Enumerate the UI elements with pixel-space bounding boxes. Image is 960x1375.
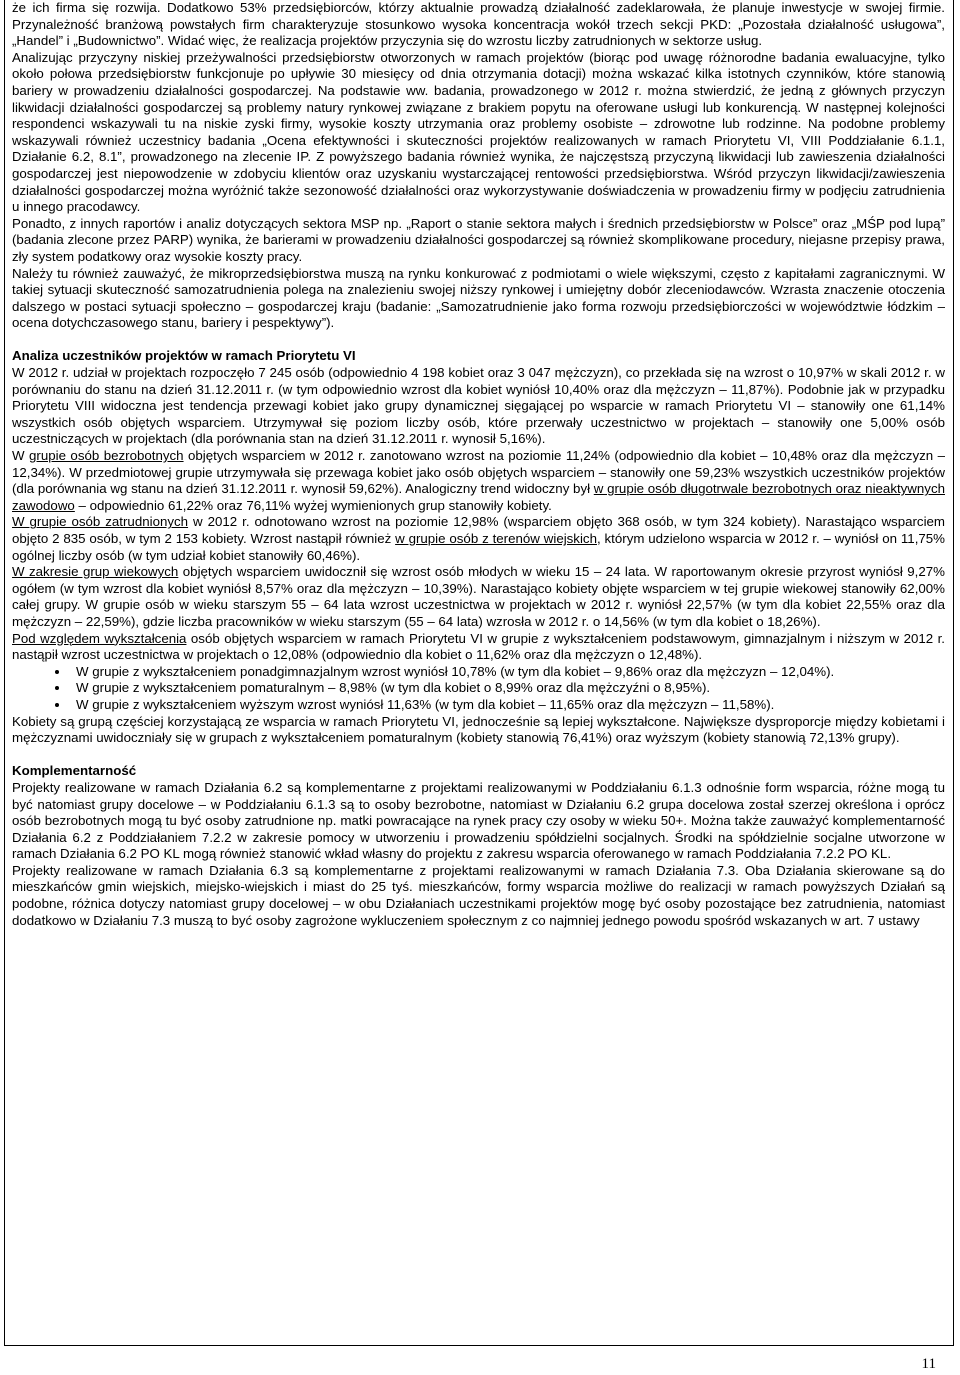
section-heading-complementarity: Komplementarność [12,763,137,779]
document-body [12,0,945,929]
list-item: • W grupie z wykształceniem wyższym wzrost wyniósł 11,63% (w tym dla kobiet – 11,65% oraz dla mężczyzn – 11,58%). [70,697,945,714]
spacer [12,747,945,764]
paragraph-unemployed [12,448,945,514]
underlined-phrase: W grupie osób zatrudnionych [12,514,189,530]
paragraph-msp-reports: Ponadto, z innych raportów i analiz dotyczących sektora MSP np. „Raport o stanie sektora małych i średnich przedsiębiorstw w Polsce” oraz „MŚP pod lupą” (badania zlecone przez PARP) wynika, że barierami w prowadzeniu działalności gospodarczej są również skomplikowane procedury, niejasne przepisy prawa, zły system podatkowy oraz wysokie koszty pracy. [12,215,945,264]
section-heading-participants: Analiza uczestników projektów w ramach Priorytetu VI [12,348,356,364]
list-item: • W grupie z wykształceniem pomaturalnym – 8,98% (w tym dla kobiet o 8,99% oraz dla mężczyźni o 8,95%). [70,680,945,697]
underlined-phrase: Pod względem wykształcenia [12,630,187,646]
paragraph-firm-growth: że ich firma się rozwija. Dodatkowo 53% przedsiębiorców, którzy aktualnie prowadzą działalność zadeklarowała, że planuje inwestycje w swojej firmie. Przynależność branżową powstałych firm charakteryzuje stosunkowo wysoka koncentracja wokół trzech sekcji PKD: „Pozostała działalność usługowa”, „Handel” i „Budownictwo”. Widać więc, że realizacja projektów przyczynia się do wzrostu liczby zatrudnionych w sektorze usług. [12,0,945,49]
text-run: osób objętych wsparciem w ramach Priorytetu VI w grupie z wykształceniem podstawowym, gimnazjalnym i niższym w 2012 r. nastąpił wzrost uczestnictwa w projektach o 12,08% (odpowiednio dla kobiet o 11,62% oraz dla mężczyzn o 12,48%). [12,630,945,663]
paragraph-action-6-3: Projekty realizowane w ramach Działania 6.3 są komplementarne z projektami realizowanymi w ramach Działania 7.3. Oba Działania skierowane są do mieszkańców gmin wiejskich, miejsko-wiejskich i miast do 25 tyś. mieszkańców, formy wsparcia możliwe do realizacji w ramach powyższych Działań są podobne, różnica dotyczy natomiast grupy docelowej – w obu Działaniach uczestnikami projektów mogę być osoby pozostające bez zatrudnienia, natomiast dodatkowo w Działaniu 7.3 muszą to być osoby zagrożone wykluczeniem społecznym z co najmniej jednego powodu spośród wskazanych w art. 7 ustawy [12,862,945,928]
underlined-phrase: grupie osób bezrobotnych [29,448,184,464]
spacer [12,332,945,349]
paragraph-employed [12,514,945,564]
text-run: objętych wsparciem uwidocznił się wzrost osób młodych w wieku 15 – 24 lata. W raportowanym okresie przyrost wyniósł 9,27% ogółem (w tym wzrost dla kobiet wyniósł 8,57% oraz dla mężczyzn – 10,39%). Narastająco kobiety objęte wsparciem w tej grupie wiekowej stanowiły 62,00% całej grupy. W grupie osób w wieku starszym 55 – 64 lata wzrost uczestnictwa w projektach w 2012 r. wyniósł 22,57% (w tym dla kobiet 22,55% oraz dla mężczyzn – 22,59%), gdzie liczba pracowników w wieku starszym (55 – 64 lata) wzrosła w 2012 r. o 14,56% (w tym dla kobiet o 18,26%). [12,564,945,629]
paragraph-microenterprises: Należy tu również zauważyć, że mikroprzedsiębiorstwa muszą na rynku konkurować z podmiotami o wiele większymi, często z kapitałami zagranicznymi. W takiej sytuacji skuteczność samozatrudnienia polega na znalezieniu swojej niższy rynkowej i umiejętny dobór zleceniodawców. Wzrasta znaczenie otoczenia dalszego w postaci sytuacji społeczno – gospodarczej kraju (badanie: „Samozatrudnienie jako forma rozwoju przedsiębiorczości w województwie łódzkim – ocena dotychczasowego stanu, bariery i pespektywy”). [12,265,945,331]
text-run: , którym udzielono wsparcia w 2012 r. – wyniósł on 11,75% ogólnej liczby osób (w tym udział kobiet stanowiły 60,46%). [12,531,946,563]
page-number: 11 [921,1356,936,1372]
text-run: – odpowiednio 61,22% oraz 76,11% wyżej wymienionych grup stanowiły kobiety. [74,497,552,513]
paragraph-action-6-2: Projekty realizowane w ramach Działania 6.2 są komplementarne z projektami realizowanymi w Poddziałaniu 6.1.3 odnośnie form wsparcia, różne mogą tu być natomiast grupy docelowe – w Poddziałaniu 6.1.3 są to osoby bezrobotne, natomiast w Działaniu 6.2 grupa docelowa został szerzej określona i oprócz osób bezrobotnych mogą tu być osoby zatrudnione np. matki powracające na rynek pracy czy osoby w wieku 50+. Można także zauważyć komplementarność Działania 6.2 z Poddziałaniem 7.2.2 w zakresie pomocy w utworzeniu i prowadzeniu spółdzielni socjalnych. Środki na spółdzielnie socjalne utworzone w ramach Działania 6.2 PO KL mogą również stanowić wkład własny do projektu z zakresu wsparcia oferowanego w ramach Poddziałania 7.2.2 PO KL. [12,779,945,862]
text-run: W [12,448,30,464]
list-item: • W grupie z wykształceniem ponadgimnazjalnym wzrost wyniósł 10,78% (w tym dla kobiet – 9,86% oraz dla mężczyzn – 12,04%). [70,664,945,681]
underlined-phrase: W zakresie grup wiekowych [12,564,179,580]
paragraph-participants-2012: W 2012 r. udział w projektach rozpoczęło 7 245 osób (odpowiednio 4 198 kobiet oraz 3 047 mężczyzn), co przekłada się na wzrost o 10,97% w skali 2012 r. w porównaniu do stanu na dzień 31.12.2011 r. (w tym odpowiednio wzrost dla kobiet wyniósł 10,40% oraz dla mężczyzn – 11,87%). Podobnie jak w przypadku Priorytetu VIII widoczna jest tendencja przewagi kobiet jako grupy dynamicznej sięgającej po wsparcie w ramach Priorytetu VI – stanowiły one 61,14% wszystkich osób objętych wsparciem. Utrzymywał się poziom liczby osób, które przerwały uczestnictwo w projektach – stanowiły one 5,00% osób uczestniczących w projektach (dla porównania stan na dzień 31.12.2011 r. wynosił 5,16%). [12,365,945,447]
paragraph-survival-causes: Analizując przyczyny niskiej przeżywalności przedsiębiorstw otworzonych w ramach projektów (biorąc pod uwagę różnorodne badania ewaluacyjne, tylko około połowa przedsiębiorstw funkcjonuje po upływie 30 miesięcy od dnia otrzymania dotacji) można wskazać kilka istotnych czynników, które stanowią bariery w prowadzeniu działalności gospodarczej. Na podstawie ww. badania, prowadzonego w 2012 r. można stwierdzić, że jedną z głównych przyczyn likwidacji działalności gospodarczej są problemy natury rynkowej związane z brakiem popytu na oferowane usługi lub konkurencją. W następnej kolejności respondenci wskazywali tu na niskie zyski firmy, wysokie koszty utrzymania oraz problemy osobiste – zdrowotne lub rodzinne. Na podobne problemy wskazywali również uczestnicy badania „Ocena efektywności i skuteczności projektów realizowanych w ramach Priorytetu VI, VIII Poddziałanie 6.1.1, Działanie 6.2, 8.1”, prowadzonego na zlecenie IP. Z powyższego badania również wynika, że najczęstszą przyczyną likwidacji lub zawieszenia działalności gospodarczej jest niepowodzenie w zdobyciu klientów oraz uzyskaniu wystarczającej rentowości przedsiębiorstwa. Wśród przyczyn likwidacji/zawieszenia działalności gospodarczej można wyróżnić także sezonowość działalności oraz wykorzystywanie doświadczenia w prowadzeniu firmy w podjęciu zatrudnienia u innego pracodawcy. [12,49,945,215]
underlined-phrase: w grupie osób z terenów wiejskich [395,531,597,546]
paragraph-women-education: Kobiety są grupą częściej korzystającą ze wsparcia w ramach Priorytetu VI, jednocześnie są lepiej wykształcone. Największe dysproporcje między kobietami i mężczyznami uwidoczniały się w grupach z wykształceniem pomaturalnym (kobiety stanowią 76,41%) oraz wyższym (kobiety stanowią 72,13% grupy). [12,713,945,746]
education-bullet-list [12,664,945,714]
text-run: objętych wsparciem w 2012 r. zanotowano wzrost na poziomie 11,24% (odpowiednio dla kobiet – 10,48% oraz dla mężczyzn – 12,34%). W przedmiotowej grupie utrzymywała się przewaga kobiet jako osób objętych wsparciem – stanowiły one 59,23% wszystkich uczestników projektów (dla porównania wg stanu na dzień 31.12.2011 r. wynosił 59,62%). Analogiczny trend widoczny był [12,448,945,497]
underlined-phrase: w grupie osób długotrwale bezrobotnych oraz nieaktywnych zawodowo [12,481,945,513]
text-run: w 2012 r. odnotowano wzrost na poziomie 12,98% (wsparciem objęto 368 osób, w tym 324 kobiety). Narastająco wsparciem objęto 2 835 osób, w tym 2 153 kobiety. Wzrost nastąpił również [12,514,945,546]
paragraph-education [12,631,945,664]
paragraph-age-groups [12,564,945,630]
page-frame [4,0,954,1346]
